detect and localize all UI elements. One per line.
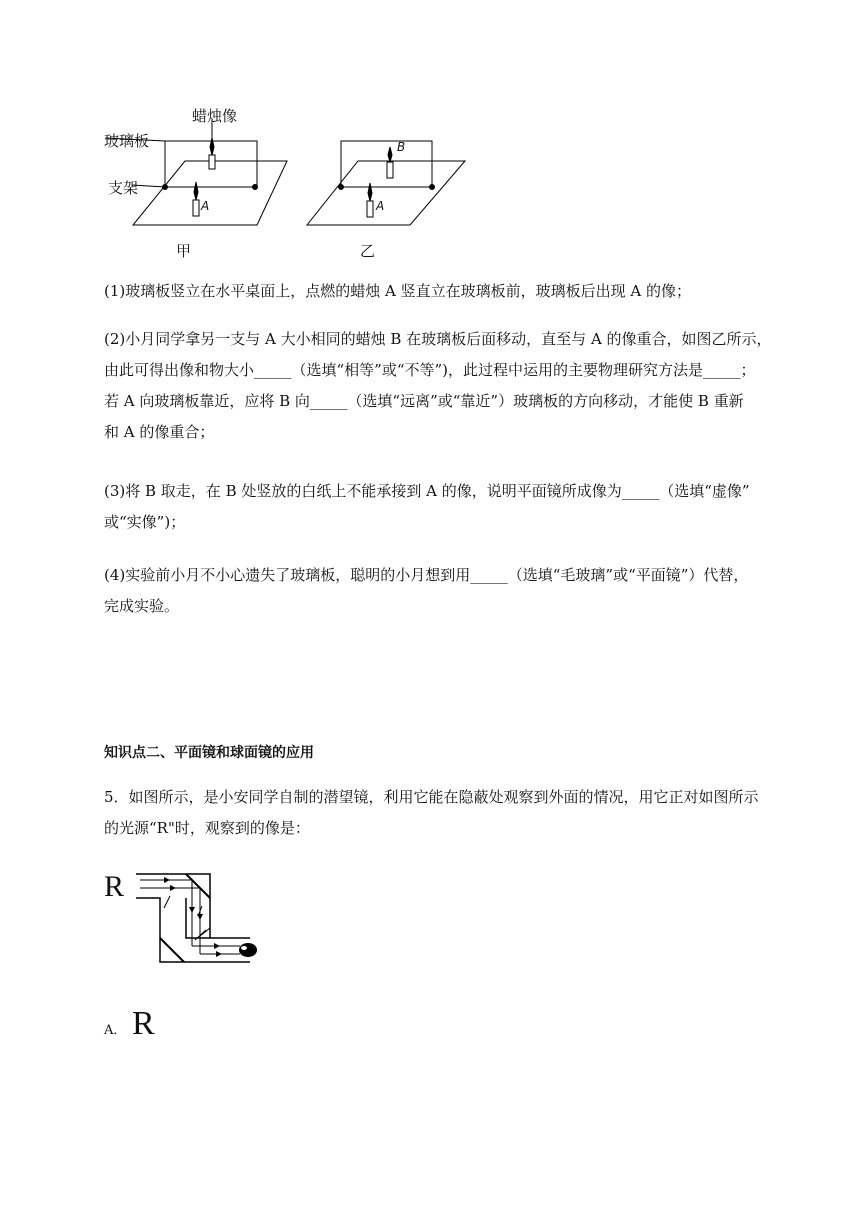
option-a-letter: R (132, 1005, 155, 1042)
label-stand: 支架 (108, 179, 139, 197)
q4-part4 (104, 560, 760, 622)
q5-line2: 的光源“R"时，观察到的像是： (104, 819, 310, 837)
q4-part2-line2: 由此可得出像和物大小_____（选填“相等”或“不等”)，此过程中运用的主要物理研究方法是_____； (104, 361, 756, 379)
caption-jia: 甲 (176, 242, 192, 260)
candle-image-shape (209, 155, 215, 169)
label-glass-plate: 玻璃板 (104, 132, 150, 150)
q4-part2-line3: 若 A 向玻璃板靠近，应将 B 向_____（选填“远离”或“靠近”）玻璃板的方向移动，才能使 B 重新 (104, 392, 744, 410)
eye-icon (239, 943, 257, 957)
label-candle-b: B (397, 140, 406, 154)
figure-candle-experiment (100, 100, 480, 265)
candle-a-shape (193, 200, 199, 216)
periscope-diagram (100, 868, 270, 968)
candle-experiment-diagram (100, 100, 480, 265)
candle-a-right-shape (367, 201, 373, 217)
q4-part3-line2: 或“实像”)； (104, 513, 186, 531)
periscope-source-letter: R (104, 870, 125, 903)
diagram-right (307, 141, 465, 225)
label-candle-image: 蜡烛像 (192, 107, 238, 125)
q4-part2-line1: (2)小月同学拿另一支与 A 大小相同的蜡烛 B 在玻璃板后面移动，直至与 A 的像重合，如图乙所示， (104, 330, 772, 348)
table-surface-left (133, 161, 287, 225)
label-candle-a-left: A (201, 199, 210, 213)
q4-part3 (104, 476, 760, 538)
q4-part2-line4: 和 A 的像重合； (104, 423, 215, 441)
label-candle-a-right: A (376, 199, 385, 213)
q5-text (104, 782, 760, 844)
figure-periscope (100, 868, 270, 968)
q5-line1: 5．如图所示，是小安同学自制的潜望镜，利用它能在隐蔽处观察到外面的情况，用它正对如图所示 (104, 788, 759, 806)
q4-part1 (104, 276, 760, 307)
caption-yi: 乙 (360, 242, 376, 260)
q4-part4-line2: 完成实验。 (104, 597, 180, 615)
section-heading: 知识点二、平面镜和球面镜的应用 (104, 745, 314, 761)
q4-part2 (104, 324, 772, 448)
q4-part4-line1: (4)实验前小月不小心遗失了玻璃板，聪明的小月想到用_____（选填“毛玻璃”或“平面镜”）代替， (104, 566, 749, 584)
candle-b-shape (387, 162, 393, 178)
table-surface-right (307, 161, 465, 225)
q4-part3-line1: (3)将 B 取走，在 B 处竖放的白纸上不能承接到 A 的像，说明平面镜所成像为_____（选填“虚像” (104, 482, 750, 500)
option-a-label: A． (104, 1023, 127, 1038)
q4-part1-text: (1)玻璃板竖立在水平桌面上，点燃的蜡烛 A 竖直立在玻璃板前，玻璃板后出现 A 的像； (104, 282, 691, 300)
